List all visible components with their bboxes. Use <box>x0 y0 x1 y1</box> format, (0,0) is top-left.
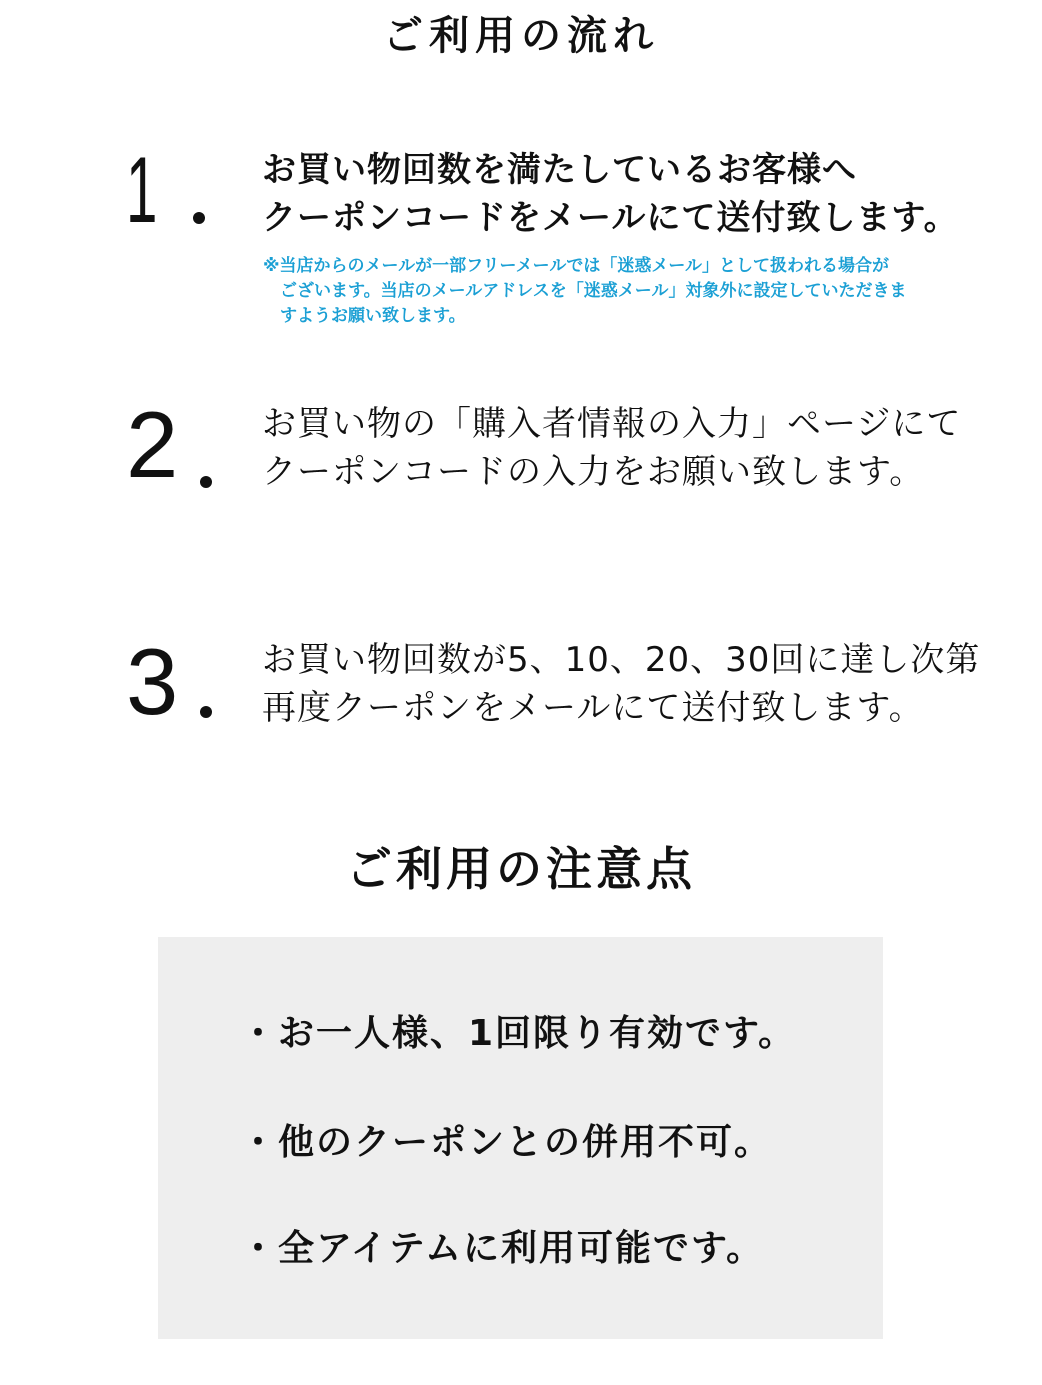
step-line: クーポンコードをメールにて送付致します。 <box>262 198 959 238</box>
step-number: 1 <box>126 137 158 242</box>
step-dot <box>193 212 205 224</box>
note-line: ございます。当店のメールアドレスを「迷惑メール」対象外に設定していただきま <box>280 281 907 301</box>
step-text <box>262 636 982 732</box>
step-dot <box>200 476 212 488</box>
step-dot <box>200 706 212 718</box>
notes-item: ・お一人様、1回限り有効です。 <box>240 1013 797 1054</box>
step-text <box>262 146 982 242</box>
step-line: お買い物回数が5、10、20、30回に達し次第 <box>262 640 981 680</box>
step-line: お買い物の「購入者情報の入力」ページにて <box>262 404 962 444</box>
step-number: 3 <box>126 629 179 734</box>
notes-item: ・他のクーポンとの併用不可。 <box>240 1122 773 1163</box>
note-line: すようお願い致します。 <box>280 306 466 326</box>
note-line: ※当店からのメールが一部フリーメールでは「迷惑メール」として扱われる場合が <box>263 256 889 276</box>
step-line: お買い物回数を満たしているお客様へ <box>262 150 857 190</box>
flow-title: ご利用の流れ <box>383 13 659 59</box>
step-line: 再度クーポンをメールにて送付致します。 <box>262 688 924 728</box>
notes-item: ・全アイテムに利用可能です。 <box>240 1228 765 1269</box>
notes-title: ご利用の注意点 <box>346 842 696 896</box>
step-text <box>262 400 982 496</box>
step-number: 2 <box>126 392 179 497</box>
notes-box <box>158 937 883 1339</box>
email-note <box>263 254 953 329</box>
step-line: クーポンコードの入力をお願い致します。 <box>262 452 925 492</box>
